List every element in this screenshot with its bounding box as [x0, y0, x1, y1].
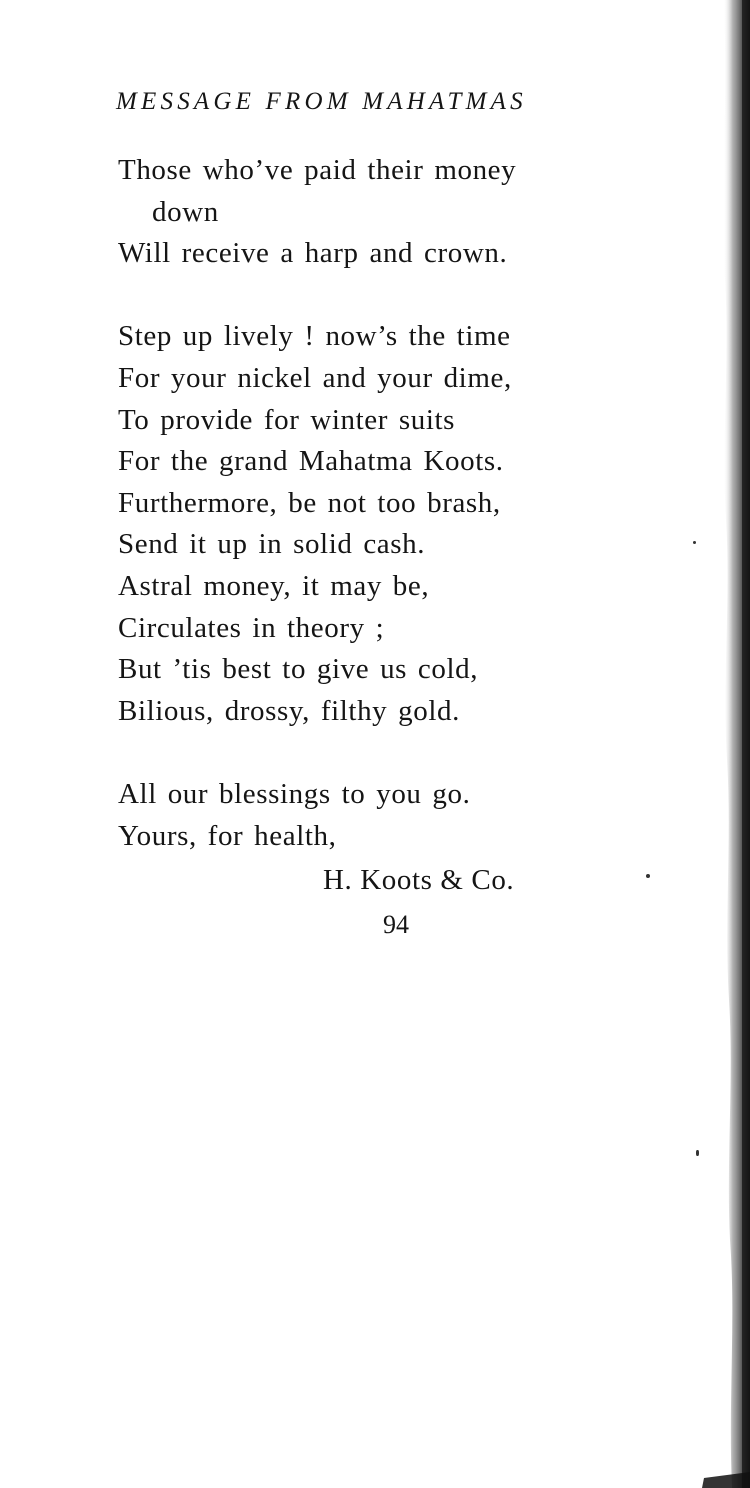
poem-line: Circulates in theory ;: [118, 611, 385, 644]
poem-line: Furthermore, be not too brash,: [118, 486, 501, 519]
poem-line: Step up lively ! now’s the time: [118, 320, 511, 353]
poem-line: Yours, for health,: [118, 819, 337, 852]
poem-line: Those who’ve paid their money: [118, 154, 517, 186]
running-head: MESSAGE FROM MAHATMAS: [116, 88, 527, 115]
poem-line-continuation: down: [152, 195, 219, 228]
poem-line: Astral money, it may be,: [118, 569, 430, 602]
page-edge-shadow: [702, 0, 750, 1488]
page-number: 94: [383, 910, 409, 939]
ink-speck: [693, 541, 696, 544]
poem-line: All our blessings to you go.: [118, 777, 471, 810]
poem-line: But ’tis best to give us cold,: [118, 653, 479, 686]
stanza: [118, 774, 698, 857]
stanza: [118, 316, 698, 732]
signature: H. Koots & Co.: [323, 864, 515, 896]
poem-line: For your nickel and your dime,: [118, 361, 512, 394]
poem-line: Bilious, drossy, filthy gold.: [118, 694, 460, 727]
poem: [118, 150, 698, 857]
poem-line: Send it up in solid cash.: [118, 528, 426, 561]
ink-speck: [696, 1150, 699, 1156]
poem-line: Will receive a harp and crown.: [118, 237, 508, 270]
poem-line: To provide for winter suits: [118, 403, 456, 436]
stanza: [118, 150, 698, 275]
poem-line: For the grand Mahatma Koots.: [118, 445, 504, 478]
ink-speck: [646, 874, 650, 878]
